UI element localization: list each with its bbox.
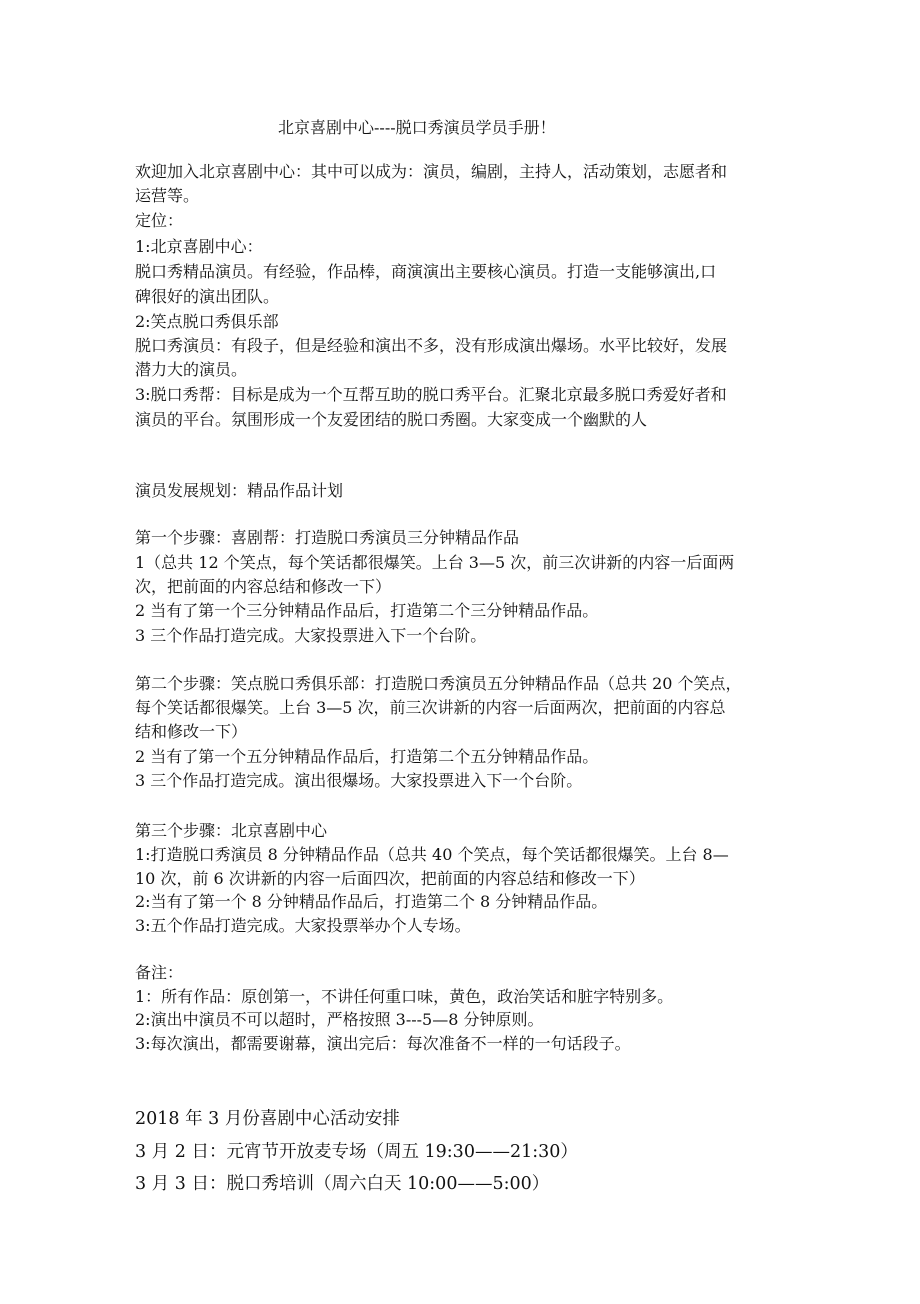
positioning-line: 3:脱口秀帮：目标是成为一个互帮互助的脱口秀平台。汇聚北京最多脱口秀爱好者和 (135, 385, 727, 404)
schedule-heading: 2018 年 3 月份喜剧中心活动安排 (135, 1109, 400, 1129)
intro-line: 运营等。 (135, 186, 200, 205)
step1-line: 次，把前面的内容总结和修改一下） (135, 577, 392, 596)
step3-line: 10 次，前 6 次讲新的内容一后面四次，把前面的内容总结和修改一下） (135, 869, 645, 888)
step1-line: 2 当有了第一个三分钟精品作品后，打造第二个三分钟精品作品。 (135, 601, 599, 620)
positioning-line: 2:笑点脱口秀俱乐部 (135, 312, 279, 331)
step3-line: 2:当有了第一个 8 分钟精品作品后，打造第二个 8 分钟精品作品。 (135, 892, 608, 911)
step3-line: 1:打造脱口秀演员 8 分钟精品作品（总共 40 个笑点，每个笑话都很爆笑。上台 8— (135, 845, 729, 864)
step1-heading: 第一个步骤：喜剧帮：打造脱口秀演员三分钟精品作品 (135, 528, 520, 547)
positioning-line: 1:北京喜剧中心： (135, 237, 263, 256)
step1-line: 3 三个作品打造完成。大家投票进入下一个台阶。 (135, 626, 487, 645)
step2-line: 每个笑话都很爆笑。上台 3—5 次，前三次讲新的内容一后面两次，把前面的内容总 (135, 698, 726, 717)
positioning-line: 脱口秀精品演员。有经验，作品棒，商演演出主要核心演员。打造一支能够演出,口 (135, 262, 717, 281)
schedule-item: 3 月 2 日：元宵节开放麦专场（周五 19:30——21:30） (135, 1142, 578, 1162)
positioning-heading: 定位： (135, 211, 184, 230)
positioning-line: 脱口秀演员：有段子，但是经验和演出不多，没有形成演出爆场。水平比较好，发展 (135, 336, 728, 355)
plan-heading: 演员发展规划：精品作品计划 (135, 481, 344, 500)
notes-line: 3:每次演出，都需要谢幕，演出完后：每次准备不一样的一句话段子。 (135, 1034, 631, 1053)
positioning-line: 演员的平台。氛围形成一个友爱团结的脱口秀圈。大家变成一个幽默的人 (135, 410, 648, 429)
positioning-line: 碑很好的演出团队。 (135, 287, 280, 306)
schedule-item: 3 月 3 日：脱口秀培训（周六白天 10:00——5:00） (135, 1174, 550, 1194)
step1-line: 1（总共 12 个笑点，每个笑话都很爆笑。上台 3—5 次，前三次讲新的内容一后面两 (135, 553, 735, 572)
step2-line: 3 三个作品打造完成。演出很爆场。大家投票进入下一个台阶。 (135, 771, 583, 790)
step3-heading: 第三个步骤：北京喜剧中心 (135, 821, 328, 840)
notes-heading: 备注： (135, 963, 184, 982)
positioning-line: 潜力大的演员。 (135, 360, 248, 379)
step2-line: 结和修改一下） (135, 722, 248, 741)
document-title: 北京喜剧中心----脱口秀演员学员手册！ (278, 118, 556, 137)
notes-line: 1：所有作品：原创第一，不讲任何重口味，黄色，政治笑话和脏字特别多。 (135, 987, 674, 1006)
step2-line: 2 当有了第一个五分钟精品作品后，打造第二个五分钟精品作品。 (135, 747, 599, 766)
step3-line: 3:五个作品打造完成。大家投票举办个人专场。 (135, 916, 471, 935)
step2-heading: 第二个步骤：笑点脱口秀俱乐部：打造脱口秀演员五分钟精品作品（总共 20 个笑点， (135, 674, 742, 693)
intro-line: 欢迎加入北京喜剧中心：其中可以成为：演员，编剧，主持人，活动策划，志愿者和 (135, 162, 728, 181)
notes-line: 2:演出中演员不可以超时，严格按照 3---5—8 分钟原则。 (135, 1010, 544, 1029)
